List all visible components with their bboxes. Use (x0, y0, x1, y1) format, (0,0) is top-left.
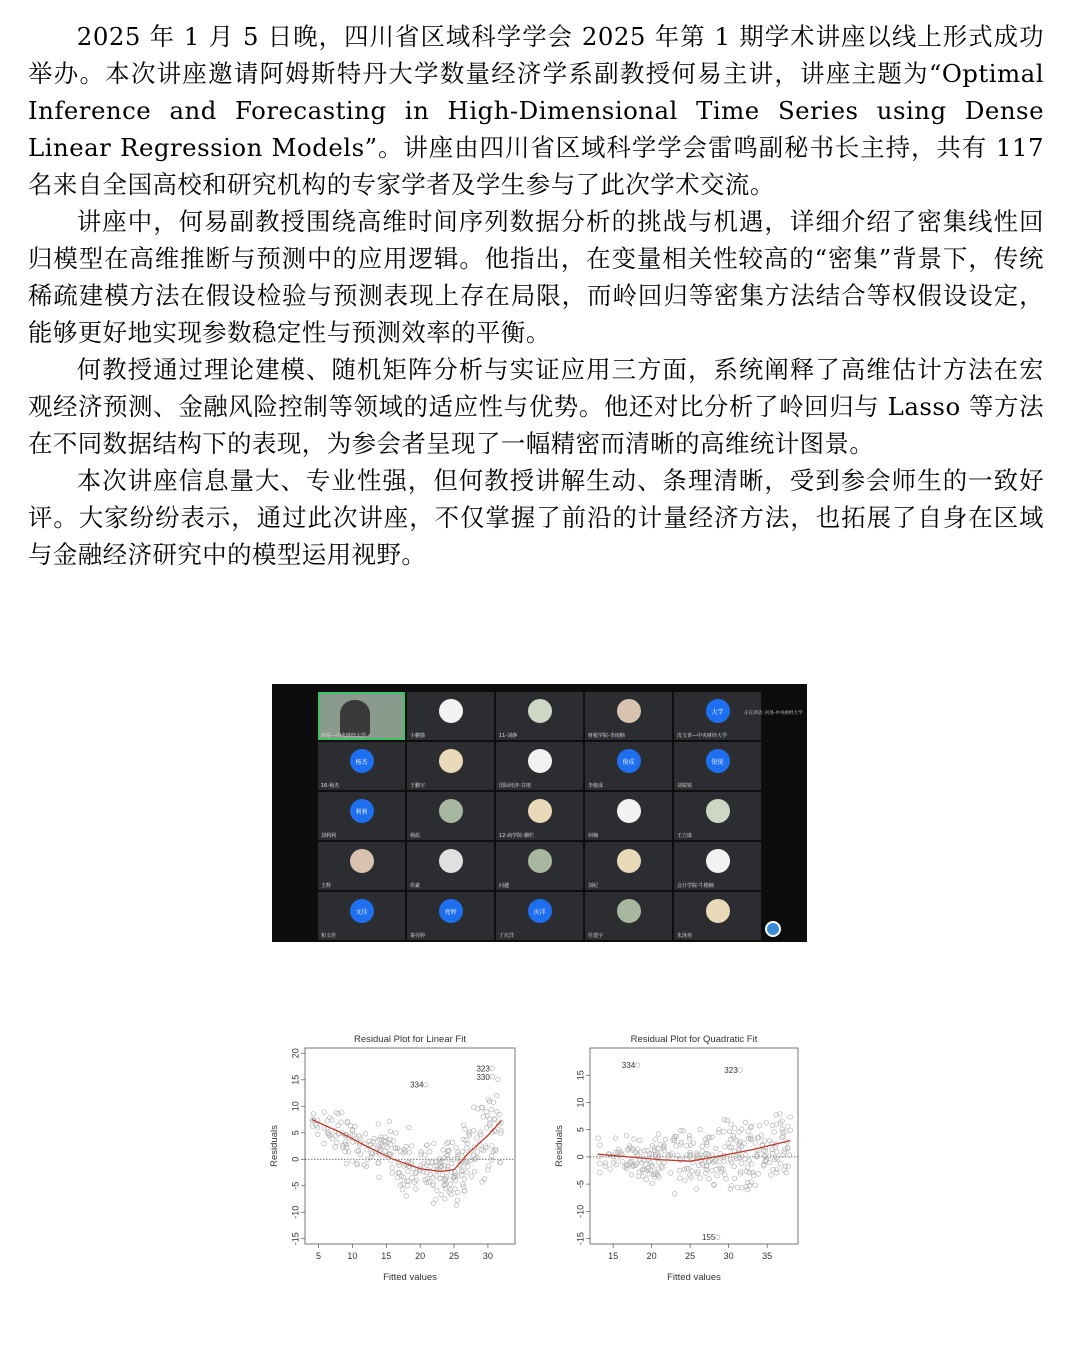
participant-tile[interactable] (496, 742, 583, 790)
participant-name: 丁庆洋 (499, 933, 515, 939)
participant-name: 刘纪 (588, 883, 599, 889)
residual-point (727, 1129, 732, 1134)
residual-point (388, 1129, 393, 1134)
residual-point (753, 1183, 758, 1188)
participant-tile[interactable] (674, 892, 761, 940)
participant-avatar: 锐锐 (706, 749, 730, 773)
residual-point (715, 1173, 720, 1178)
residual-point (489, 1107, 494, 1112)
residual-point (751, 1173, 756, 1178)
residual-point (757, 1123, 762, 1128)
article-body (28, 18, 1044, 573)
residual-point (494, 1093, 499, 1098)
paragraph-1: 2025 年 1 月 5 日晚，四川省区域科学学会 2025 年第 1 期学术讲座以线上形式成功举办。本次讲座邀请阿姆斯特丹大学数量经济学系副教授何易主讲，讲座主题为“Optimal Inference and Forecasting in High-Dimensional Time Series using Dense Linear Regression Models”。讲座由四川省区域科学学会雷鸣副秘书长主持，共有 117 名来自全国高校和研究机构的专家学者及学生参与了此次学术交流。 (28, 22, 1044, 199)
residual-point (724, 1177, 729, 1182)
participant-name: 财税学院-李雨楠 (588, 733, 625, 739)
outlier-point (635, 1063, 640, 1068)
residual-point (368, 1142, 373, 1147)
participant-tile[interactable] (318, 792, 405, 840)
y-tick-label: -15 (575, 1232, 586, 1246)
residual-point (435, 1188, 440, 1193)
residual-point (603, 1161, 608, 1166)
residual-point (336, 1123, 341, 1128)
y-tick-label: 5 (290, 1130, 301, 1136)
residual-point (732, 1164, 737, 1169)
floating-button-icon (765, 921, 781, 937)
residual-point (407, 1150, 412, 1155)
x-tick-label: 15 (608, 1251, 619, 1261)
residual-point (770, 1123, 775, 1128)
residual-point (677, 1176, 682, 1181)
residual-point (364, 1147, 369, 1152)
participant-avatar (617, 899, 641, 923)
y-axis-label: Residuals (554, 1125, 565, 1167)
participant-name: 王立康 (677, 833, 693, 839)
residual-point (740, 1185, 745, 1190)
residual-point (717, 1130, 722, 1135)
participant-avatar (439, 699, 463, 723)
participant-tile[interactable] (407, 692, 494, 740)
participant-grid (318, 692, 761, 940)
residual-point (460, 1149, 465, 1154)
residual-point (598, 1143, 603, 1148)
residual-point (698, 1176, 703, 1181)
residual-point (390, 1171, 395, 1176)
residual-point (445, 1164, 450, 1169)
residual-point (732, 1126, 737, 1131)
residual-point (608, 1167, 613, 1172)
residual-point (400, 1187, 405, 1192)
residual-point (657, 1160, 662, 1165)
residual-point (624, 1133, 629, 1138)
participant-name: 11-刘静 (499, 733, 518, 739)
participant-tile[interactable] (585, 892, 672, 940)
residual-point (315, 1132, 320, 1137)
residual-point (424, 1170, 429, 1175)
x-tick-label: 25 (449, 1251, 460, 1261)
residual-point (696, 1169, 701, 1174)
participant-avatar: 大学 (706, 699, 730, 723)
x-tick-label: 5 (316, 1251, 322, 1261)
video-meeting-screenshot (272, 684, 807, 942)
residual-point (469, 1174, 474, 1179)
residual-point (363, 1132, 368, 1137)
residual-point (642, 1148, 647, 1153)
participant-name: 小鹏猫 (410, 733, 426, 739)
y-axis-label: Residuals (269, 1125, 280, 1167)
residual-point (653, 1137, 658, 1142)
residual-point (465, 1146, 470, 1151)
participant-tile[interactable] (674, 692, 761, 740)
x-tick-label: 30 (723, 1251, 734, 1261)
residual-point (656, 1146, 661, 1151)
residual-point (475, 1136, 480, 1141)
residual-point (311, 1112, 316, 1117)
residual-point (739, 1127, 744, 1132)
residual-point (668, 1171, 673, 1176)
participant-name: 会计学院-牛楷楠 (677, 883, 714, 889)
residual-point (700, 1149, 705, 1154)
y-tick-label: -5 (575, 1180, 586, 1189)
participant-tile[interactable] (318, 692, 405, 740)
residual-point (445, 1153, 450, 1158)
participant-name: 杨彪 (410, 833, 421, 839)
residual-point (430, 1183, 435, 1188)
x-axis-label: Fitted values (383, 1272, 437, 1283)
outlier-label: 330 (476, 1072, 490, 1082)
residual-point (786, 1164, 791, 1169)
residual-point (737, 1130, 742, 1135)
participant-name: 任建宇 (588, 933, 604, 939)
residual-point (418, 1163, 423, 1168)
residual-point (764, 1120, 769, 1125)
outlier-label: 334 (621, 1061, 636, 1071)
outlier-point (423, 1082, 428, 1087)
participant-tile[interactable] (496, 692, 583, 740)
x-axis-label: Fitted values (667, 1272, 721, 1283)
residual-point (662, 1160, 667, 1165)
residual-point (425, 1143, 430, 1148)
participant-tile[interactable] (496, 842, 583, 890)
residual-point (780, 1135, 785, 1140)
residual-point (443, 1197, 448, 1202)
residual-point (641, 1174, 646, 1179)
residual-point (739, 1161, 744, 1166)
residual-point (465, 1164, 470, 1169)
participant-avatar (617, 699, 641, 723)
y-tick-label: -10 (575, 1204, 586, 1218)
residual-point (753, 1141, 758, 1146)
participant-name: 王鹏宇 (410, 783, 426, 789)
residual-point (759, 1133, 764, 1138)
outlier-label: 323 (724, 1066, 738, 1076)
participant-tile[interactable] (585, 792, 672, 840)
residual-point (672, 1191, 677, 1196)
residual-point (782, 1150, 787, 1155)
residual-point (635, 1147, 640, 1152)
speaker-video (340, 700, 370, 736)
participant-avatar (439, 799, 463, 823)
participant-avatar (617, 849, 641, 873)
residual-point (785, 1124, 790, 1129)
residual-point (596, 1136, 601, 1141)
residual-plot-linear (255, 1030, 525, 1300)
residual-point (376, 1122, 381, 1127)
residual-point (407, 1125, 412, 1130)
residual-point (475, 1150, 480, 1155)
residual-point (780, 1127, 785, 1132)
participant-tile[interactable] (496, 792, 583, 840)
participant-avatar (706, 849, 730, 873)
residual-point (410, 1175, 415, 1180)
residual-point (620, 1160, 625, 1165)
y-tick-label: 15 (290, 1074, 301, 1085)
residual-point (453, 1187, 458, 1192)
residual-point (723, 1145, 728, 1150)
x-tick-label: 35 (762, 1251, 773, 1261)
x-tick-label: 10 (347, 1251, 358, 1261)
participant-name: 问越 (499, 883, 510, 889)
residual-point (629, 1172, 634, 1177)
residual-point (344, 1161, 349, 1166)
residual-point (401, 1182, 406, 1187)
participant-tile[interactable] (496, 892, 583, 940)
residual-point (439, 1192, 444, 1197)
participant-name: 国际经济-甘雨 (499, 783, 531, 789)
participant-tile[interactable] (318, 892, 405, 940)
residual-point (428, 1172, 433, 1177)
paragraph-3: 何教授通过理论建模、随机矩阵分析与实证应用三方面，系统阐释了高维估计方法在宏观经济预测、金融风险控制等领域的适应性与优势。他还对比分析了岭回归与 Lasso 等方法在不同数据结构下的表现，为参会者呈现了一幅精密而清晰的高维统计图景。 (28, 355, 1044, 458)
residual-point (387, 1119, 392, 1124)
participant-avatar (439, 849, 463, 873)
participant-name: 王辉 (321, 883, 332, 889)
participant-avatar (528, 749, 552, 773)
participant-name: 何易—中央财经大学 (321, 733, 367, 739)
residual-point (496, 1077, 501, 1082)
residual-point (431, 1175, 436, 1180)
participant-tile[interactable] (674, 842, 761, 890)
residual-point (437, 1176, 442, 1181)
residual-point (788, 1115, 793, 1120)
residual-point (372, 1136, 377, 1141)
participant-avatar: 庆洋 (528, 899, 552, 923)
y-tick-label: 0 (290, 1156, 301, 1162)
residual-point (406, 1169, 411, 1174)
participant-name: 12-商学院-栅栏 (499, 833, 534, 839)
residual-point (455, 1198, 460, 1203)
residual-point (700, 1144, 705, 1149)
residual-point (745, 1187, 750, 1192)
residual-point (454, 1145, 459, 1150)
participant-name: 何楠 (588, 833, 599, 839)
residual-point (729, 1122, 734, 1127)
participant-tile[interactable] (318, 842, 405, 890)
participant-name: 刘锐锐 (677, 783, 693, 789)
residual-point (735, 1185, 740, 1190)
participant-avatar: 文佳 (350, 899, 374, 923)
paragraph-2: 讲座中，何易副教授围绕高维时间序列数据分析的挑战与机遇，详细介绍了密集线性回归模型在高维推断与预测中的应用逻辑。他指出，在变量相关性较高的“密集”背景下，传统稀疏建模方法在假设检验与预测表现上存在局限，而岭回归等密集方法结合等权假设设定，能够更好地实现参数稳定性与预测效率的平衡。 (28, 207, 1044, 347)
residual-point (637, 1138, 642, 1143)
residual-point (404, 1194, 409, 1199)
residual-point (597, 1161, 602, 1166)
residual-point (636, 1174, 641, 1179)
participant-name: 李俊成 (588, 783, 604, 789)
residual-point (683, 1178, 688, 1183)
participant-tile[interactable] (674, 792, 761, 840)
residual-point (472, 1169, 477, 1174)
outlier-point (490, 1074, 495, 1079)
residual-point (441, 1148, 446, 1153)
participant-avatar: 利利 (350, 799, 374, 823)
participant-avatar: 杨杰 (350, 749, 374, 773)
residual-point (677, 1168, 682, 1173)
residual-point (650, 1181, 655, 1186)
residual-point (725, 1118, 730, 1123)
participant-avatar (350, 849, 374, 873)
paragraph-4: 本次讲座信息量大、专业性强，但何教授讲解生动、条理清晰，受到参会师生的一致好评。大家纷纷表示，通过此次讲座，不仅掌握了前沿的计量经济方法，也拓展了自身在区域与金融经济研究中的模型运用视野。 (28, 466, 1044, 569)
residual-point (484, 1126, 489, 1131)
x-tick-label: 20 (646, 1251, 657, 1261)
participant-avatar (528, 849, 552, 873)
residual-point (714, 1167, 719, 1172)
residual-point (471, 1105, 476, 1110)
residual-point (432, 1141, 437, 1146)
participant-avatar (617, 799, 641, 823)
residual-point (409, 1144, 414, 1149)
residual-point (781, 1134, 786, 1139)
x-tick-label: 25 (685, 1251, 696, 1261)
residual-point (713, 1146, 718, 1151)
y-tick-label: -5 (290, 1181, 301, 1190)
participant-tile[interactable] (585, 742, 672, 790)
outlier-label: 334 (410, 1080, 424, 1090)
participant-avatar: 俊成 (617, 749, 641, 773)
residual-point (778, 1161, 783, 1166)
participant-name: 刘利利 (321, 833, 337, 839)
y-tick-label: -15 (290, 1232, 301, 1246)
residual-point (431, 1201, 436, 1206)
speaker-label: 正在讲话: 何易-中央财经大学 (744, 711, 803, 716)
residual-point (335, 1140, 340, 1145)
residual-point (663, 1137, 668, 1142)
residual-point (325, 1119, 330, 1124)
participant-avatar (528, 699, 552, 723)
participant-tile[interactable] (407, 842, 494, 890)
residual-point (710, 1168, 715, 1173)
participant-name: 秦亮婷 (410, 933, 426, 939)
residual-point (698, 1127, 703, 1132)
participant-name: 沈文青—中央财经大学 (677, 733, 728, 739)
participant-tile[interactable] (585, 692, 672, 740)
residual-point (707, 1177, 712, 1182)
residual-point (413, 1187, 418, 1192)
residual-point (393, 1131, 398, 1136)
residual-point (613, 1136, 618, 1141)
residual-point (377, 1175, 382, 1180)
y-tick-label: 0 (575, 1154, 586, 1160)
residual-point (656, 1132, 661, 1137)
residual-point (322, 1141, 327, 1146)
outlier-point (738, 1068, 743, 1073)
residual-point (454, 1203, 459, 1208)
x-tick-label: 20 (415, 1251, 426, 1261)
participant-avatar (706, 899, 730, 923)
residual-point (333, 1145, 338, 1150)
residual-point (427, 1149, 432, 1154)
x-tick-label: 15 (381, 1251, 392, 1261)
outlier-label: 323 (476, 1064, 490, 1074)
residual-point (743, 1120, 748, 1125)
residual-point (747, 1170, 752, 1175)
participant-tile[interactable] (407, 792, 494, 840)
chart-title: Residual Plot for Quadratic Fit (630, 1034, 758, 1045)
y-tick-label: 5 (575, 1127, 586, 1133)
participant-tile[interactable] (407, 742, 494, 790)
residual-point (465, 1170, 470, 1175)
participant-name: 16-杨杰 (321, 783, 340, 789)
outlier-point (490, 1066, 495, 1071)
participant-avatar (439, 749, 463, 773)
residual-point (449, 1161, 454, 1166)
residual-point (746, 1129, 751, 1134)
participant-tile[interactable] (585, 842, 672, 890)
x-tick-label: 30 (482, 1251, 493, 1261)
residual-point (598, 1170, 603, 1175)
participant-avatar (528, 799, 552, 823)
y-tick-label: 10 (290, 1101, 301, 1112)
chart-title: Residual Plot for Linear Fit (354, 1034, 466, 1045)
y-tick-label: 20 (290, 1048, 301, 1059)
residual-point (489, 1144, 494, 1149)
y-tick-label: 10 (575, 1097, 586, 1108)
residual-point (775, 1157, 780, 1162)
participant-avatar (706, 799, 730, 823)
residual-point (749, 1161, 754, 1166)
participant-tile[interactable] (674, 742, 761, 790)
participant-name: 伏豪 (410, 883, 421, 889)
outlier-point (715, 1235, 720, 1240)
residual-point (774, 1149, 779, 1154)
residual-point (632, 1137, 637, 1142)
residual-point (690, 1169, 695, 1174)
participant-name: 朱泳奕 (677, 933, 693, 939)
residual-point (322, 1110, 327, 1115)
residual-point (732, 1176, 737, 1181)
residual-point (462, 1177, 467, 1182)
y-tick-label: -10 (290, 1205, 301, 1219)
participant-tile[interactable] (318, 742, 405, 790)
participant-avatar: 亮婷 (439, 899, 463, 923)
participant-name: 和文佳 (321, 933, 337, 939)
residual-point (769, 1173, 774, 1178)
y-tick-label: 15 (575, 1070, 586, 1081)
residual-point (772, 1130, 777, 1135)
outlier-label: 155 (701, 1233, 716, 1243)
residual-point (721, 1129, 726, 1134)
residual-point (756, 1172, 761, 1177)
residual-point (687, 1137, 692, 1142)
residual-point (694, 1187, 699, 1192)
residual-point (390, 1165, 395, 1170)
residual-plot-quadratic (540, 1030, 815, 1300)
participant-tile[interactable] (407, 892, 494, 940)
residual-point (421, 1161, 426, 1166)
residual-point (350, 1159, 355, 1164)
